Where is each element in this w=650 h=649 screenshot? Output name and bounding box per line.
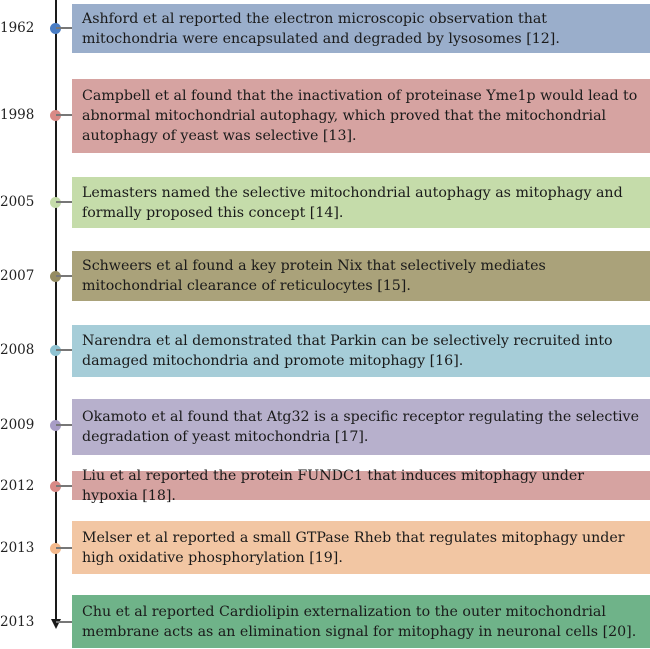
event-year: 1998 [0, 107, 35, 123]
event-box [72, 79, 650, 153]
event-box [72, 467, 650, 504]
event-box [72, 251, 650, 301]
event-description: Schweers et al found a key protein Nix that selectively mediates mitochondrial clearance of reticulocytes [15]. [82, 258, 546, 294]
event-connector [56, 275, 72, 277]
event-year: 1962 [0, 20, 35, 36]
event-connector [56, 114, 72, 116]
event-connector [56, 547, 72, 549]
event-year: 2009 [0, 417, 35, 433]
event-box [72, 399, 650, 455]
event-connector [56, 27, 72, 29]
event-connector [56, 621, 72, 623]
event-year: 2008 [0, 342, 35, 358]
event-box [72, 325, 650, 377]
event-box [72, 177, 650, 228]
event-description: Ashford et al reported the electron microscopic observation that mitochondria were encapsulated and degraded by lysosomes [12]. [82, 10, 560, 47]
event-description: Campbell et al found that the inactivation of proteinase Yme1p would lead to abnormal mitochondrial autophagy, which proved that the mitochondrial autophagy of yeast was selective [13]. [82, 88, 638, 144]
event-year: 2005 [0, 194, 35, 210]
event-year: 2013 [0, 614, 35, 630]
event-year: 2012 [0, 478, 35, 494]
event-box [72, 595, 650, 648]
event-description: Okamoto et al found that Atg32 is a specific receptor regulating the selective degradation of yeast mitochondria [17]. [82, 409, 639, 445]
event-description: Chu et al reported Cardiolipin externalization to the outer mitochondrial membrane acts as an elimination signal for mitophagy in neuronal cells [20]. [82, 603, 637, 640]
event-year: 2007 [0, 268, 35, 284]
event-description: Lemasters named the selective mitochondrial autophagy as mitophagy and formally proposed this concept [14]. [82, 184, 623, 221]
event-box [72, 521, 650, 574]
event-year: 2013 [0, 540, 35, 556]
timeline-axis [55, 0, 57, 622]
event-description: Liu et al reported the protein FUNDC1 that induces mitophagy under hypoxia [18]. [82, 467, 584, 504]
event-connector [56, 485, 72, 487]
event-description: Narendra et al demonstrated that Parkin can be selectively recruited into damaged mitochondria and promote mitophagy [16]. [82, 333, 613, 369]
event-box [72, 4, 650, 53]
event-connector [56, 201, 72, 203]
event-connector [56, 424, 72, 426]
event-connector [56, 349, 72, 351]
event-description: Melser et al reported a small GTPase Rheb that regulates mitophagy under high oxidative phosphorylation [19]. [82, 529, 625, 566]
